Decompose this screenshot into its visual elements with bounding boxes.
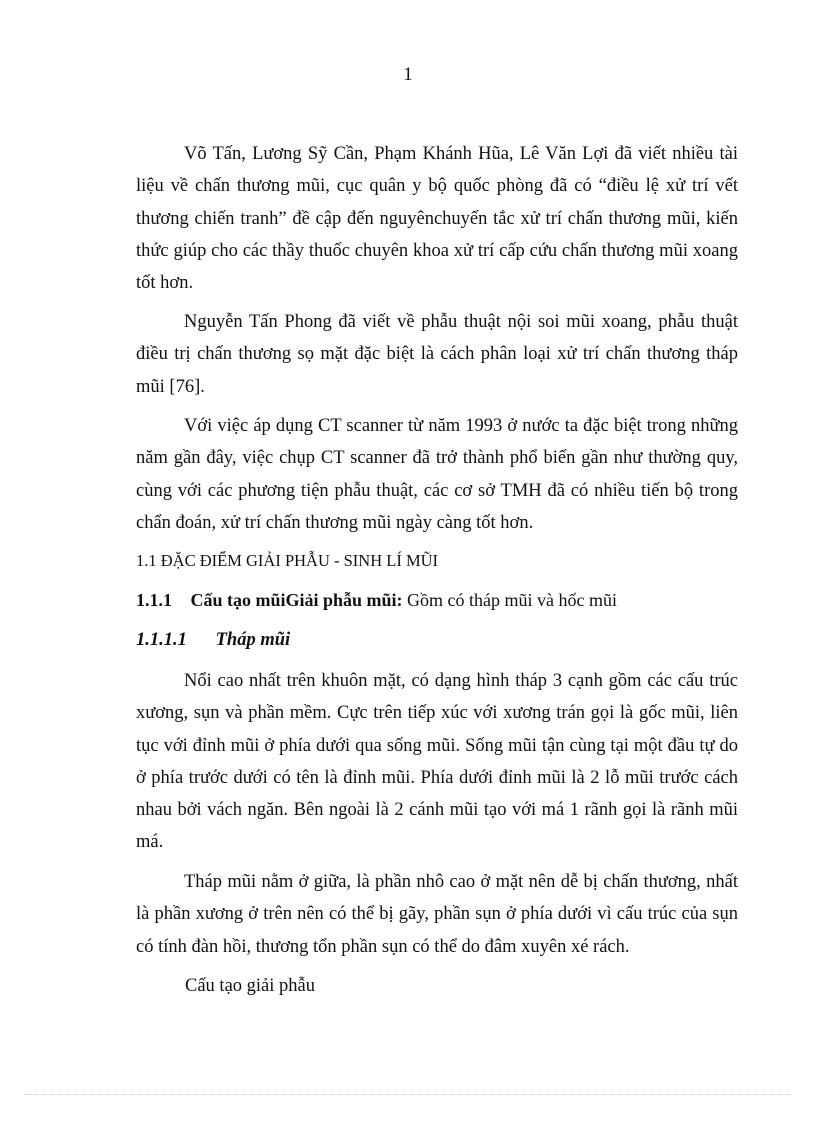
caption: Cấu tạo giải phẫu: [185, 976, 315, 996]
page-number: 1: [403, 64, 413, 85]
paragraph-5: Tháp mũi nằm ở giữa, là phần nhô cao ở mặt nên dễ bị chấn thương, nhất là phần xương ở trên nên có thể bị gãy, phần sụn ở phía dưới vì cấu trúc của sụn có tính đàn hồi, thương tổn phần sụn có thể do đâm xuyên xé rách.: [136, 872, 738, 957]
paragraph-2: Nguyễn Tấn Phong đã viết về phẫu thuật nội soi mũi xoang, phẫu thuật điều trị chấn thương sọ mặt đặc biệt là cách phân loại xử trí chấn thương tháp mũi [76].: [136, 312, 738, 397]
subsubsection-heading: [136, 630, 290, 651]
subsection-heading: [136, 590, 738, 611]
subsection-number: 1.1.1: [136, 590, 172, 610]
subsection-title: Cấu tạo mũiGiải phẫu mũi:: [190, 590, 403, 610]
subsubsection-number: 1.1.1.1: [136, 630, 187, 650]
subsubsection-title: Tháp mũi: [215, 630, 291, 650]
paragraph-1: Võ Tấn, Lương Sỹ Cần, Phạm Khánh Hũa, Lê Văn Lợi đã viết nhiều tài liệu về chấn thương mũi, cục quân y bộ quốc phòng đã có “điều lệ xử trí vết thương chiến tranh” đề cập đến nguyênchuyến tắc xử trí chấn thương mũi, kiến thức giúp cho các thầy thuốc chuyên khoa xử trí cấp cứu chấn thương mũi xoang tốt hơn.: [136, 144, 738, 294]
paragraph-4: Nổi cao nhất trên khuôn mặt, có dạng hình tháp 3 cạnh gồm các cấu trúc xương, sụn và phần mềm. Cực trên tiếp xúc với xương trán gọi là gốc mũi, liên tục với đỉnh mũi ở phía dưới qua sống mũi. Sống mũi tận cùng tại một đầu tự do ở phía trước dưới có tên là đỉnh mũi. Phía dưới đỉnh mũi là 2 lỗ mũi trước cách nhau bởi vách ngăn. Bên ngoài là 2 cánh mũi tạo với má 1 rãnh gọi là rãnh mũi má.: [136, 671, 738, 853]
section-heading: 1.1 ĐẶC ĐIỂM GIẢI PHẪU - SINH LÍ MŨI: [136, 551, 439, 570]
subsection-text: Gồm có tháp mũi và hốc mũi: [407, 590, 618, 610]
footer-divider: [24, 1094, 792, 1095]
paragraph-3: Với việc áp dụng CT scanner từ năm 1993 ở nước ta đặc biệt trong những năm gần đây, việc chụp CT scanner đã trở thành phổ biến gần như thường quy, cùng với các phương tiện phẫu thuật, các cơ sở TMH đã có nhiều tiến bộ trong chẩn đoán, xử trí chấn thương mũi ngày càng tốt hơn.: [136, 416, 738, 533]
